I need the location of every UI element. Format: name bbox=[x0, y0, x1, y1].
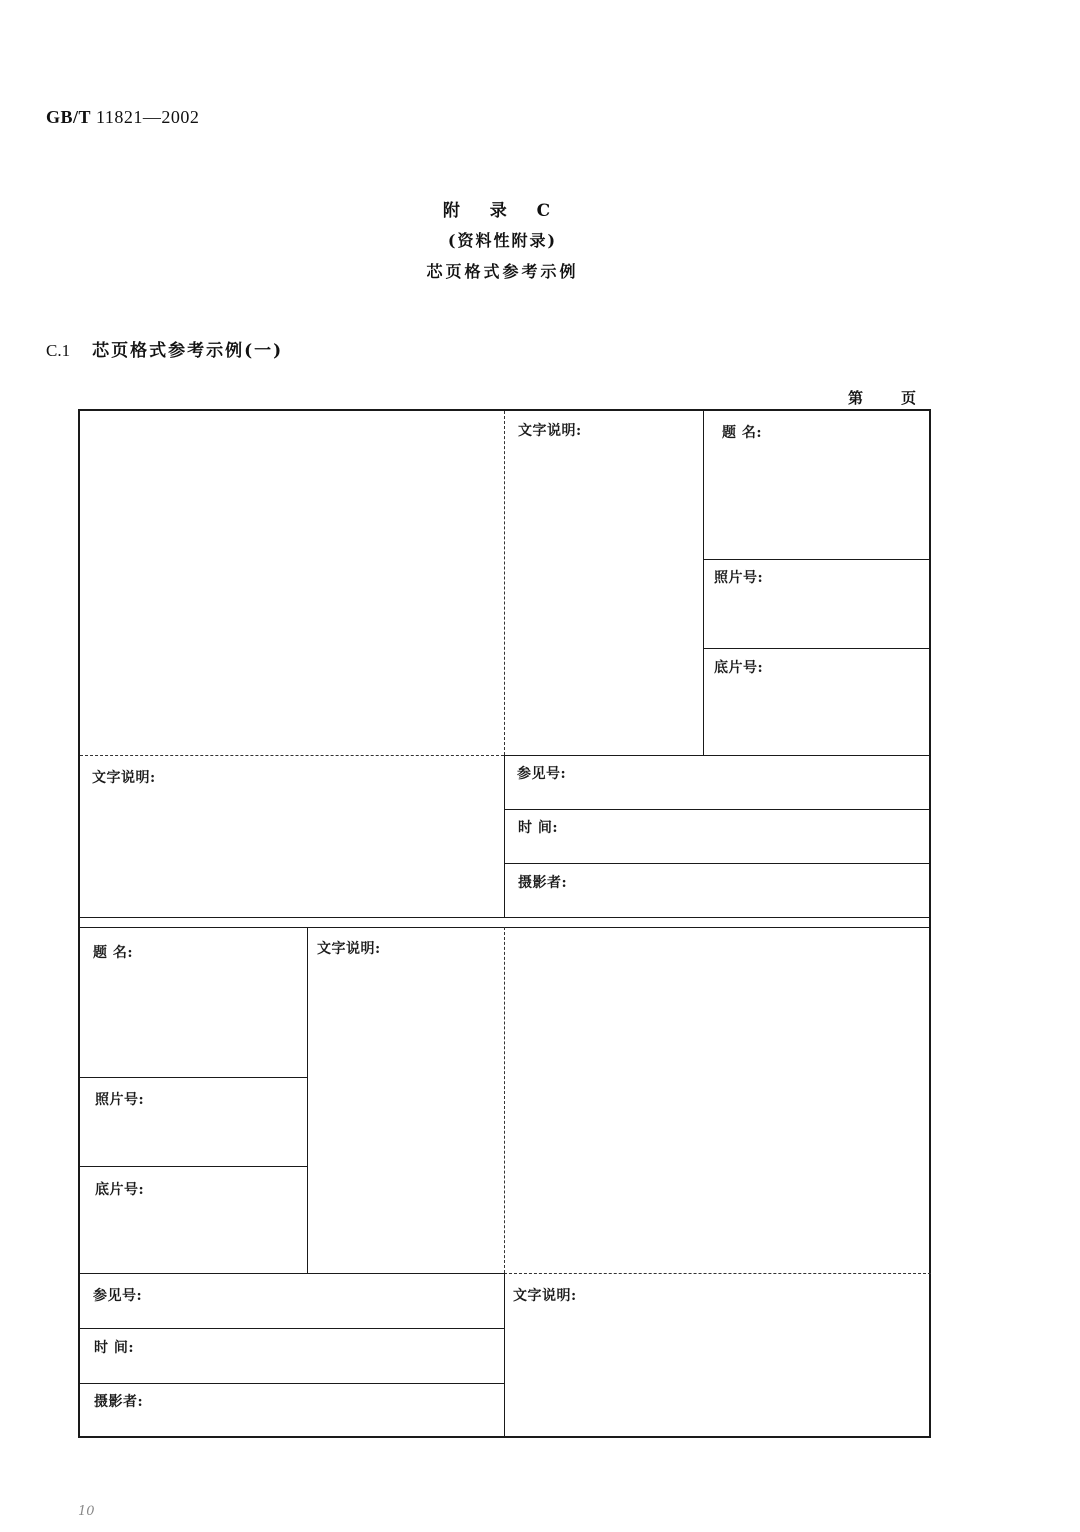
page-label-di: 第 bbox=[848, 389, 864, 407]
block2-text-desc-mid: 文字说明: bbox=[317, 941, 381, 957]
divider-solid-h-2 bbox=[80, 1273, 504, 1274]
section-heading bbox=[46, 336, 283, 361]
block2-ref-no-label: 参见号: bbox=[93, 1288, 143, 1304]
block1-negative-no-label: 底片号: bbox=[714, 660, 764, 676]
divider-caption-2 bbox=[307, 927, 308, 1273]
block1-photographer-label: 摄影者: bbox=[518, 875, 568, 891]
divider-ref-time-1 bbox=[504, 809, 931, 810]
block1-time-label: 时 间: bbox=[518, 820, 559, 836]
block1-title-label: 题 名: bbox=[722, 425, 763, 441]
page-label-ye: 页 bbox=[901, 389, 917, 407]
block2-photographer-label: 摄影者: bbox=[94, 1394, 144, 1410]
block2-time-label: 时 间: bbox=[94, 1340, 135, 1356]
appendix-name: 芯页格式参考示例 bbox=[426, 262, 579, 281]
block1-text-desc-right: 文字说明: bbox=[518, 423, 582, 439]
divider-dashed-h-1 bbox=[80, 755, 504, 756]
block1-text-desc-bottom: 文字说明: bbox=[92, 770, 156, 786]
standard-code bbox=[46, 107, 199, 128]
divider-photo-neg-2 bbox=[80, 1166, 307, 1167]
divider-info-2 bbox=[504, 1273, 505, 1438]
block2-negative-no-label: 底片号: bbox=[95, 1182, 145, 1198]
divider-info-1 bbox=[504, 755, 505, 918]
block1-ref-no-label: 参见号: bbox=[517, 766, 567, 782]
separator-bottom bbox=[80, 927, 931, 928]
divider-ref-time-2 bbox=[80, 1328, 504, 1329]
divider-photo-2 bbox=[504, 927, 505, 1273]
divider-time-photographer-2 bbox=[80, 1383, 504, 1384]
block2-text-desc-bottom: 文字说明: bbox=[513, 1288, 577, 1304]
section-title: 芯页格式参考示例(一) bbox=[92, 341, 284, 361]
divider-title-photo-1 bbox=[703, 559, 931, 560]
page-footer-number: 10 bbox=[78, 1504, 95, 1519]
divider-title-photo-2 bbox=[80, 1077, 307, 1078]
divider-caption-1 bbox=[703, 411, 704, 755]
standard-number: 11821—2002 bbox=[96, 107, 200, 127]
divider-dashed-h-2 bbox=[504, 1273, 931, 1274]
divider-time-photographer-1 bbox=[504, 863, 931, 864]
block2-photo-no-label: 照片号: bbox=[95, 1092, 145, 1108]
appendix-subtitle: (资料性附录) bbox=[447, 231, 558, 250]
block2-title-label: 题 名: bbox=[93, 945, 134, 961]
divider-photo-1 bbox=[504, 411, 505, 755]
section-number: C.1 bbox=[46, 341, 71, 360]
standard-prefix: GB/T bbox=[46, 107, 92, 127]
appendix-title: 附 录 C bbox=[442, 201, 563, 221]
page-number-label bbox=[848, 387, 916, 408]
separator-top bbox=[80, 917, 931, 918]
page-layout-form bbox=[78, 409, 931, 1438]
block1-photo-no-label: 照片号: bbox=[714, 570, 764, 586]
divider-solid-h-1 bbox=[504, 755, 931, 756]
divider-photo-neg-1 bbox=[703, 648, 931, 649]
